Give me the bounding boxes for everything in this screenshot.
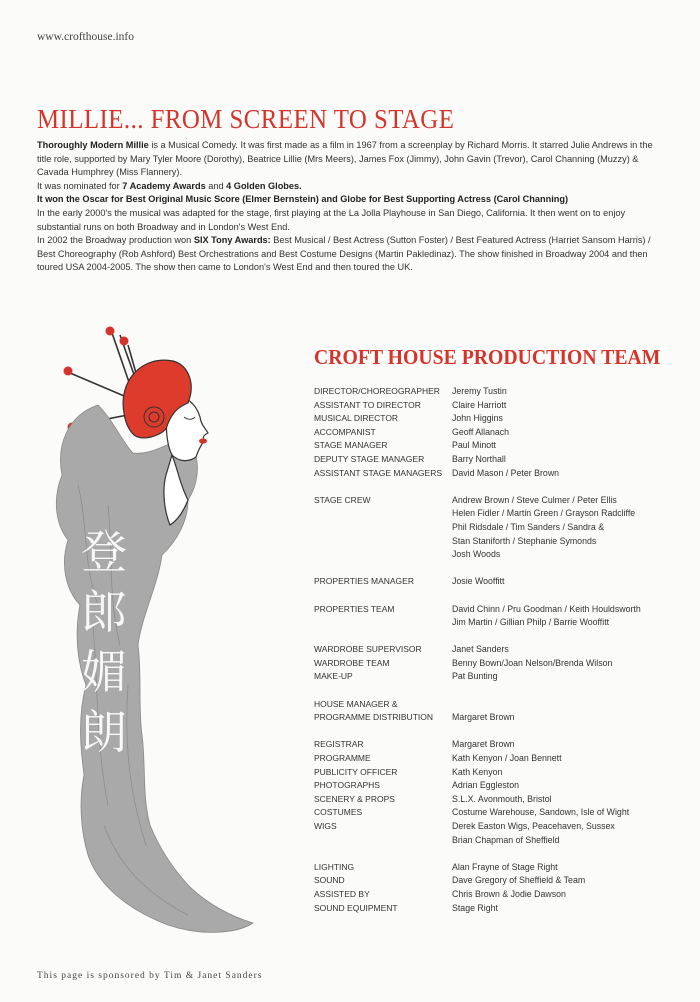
team-names: Stage Right	[452, 902, 498, 913]
team-names: Phil Ridsdale / Tim Sanders / Sandra &	[452, 521, 605, 532]
team-names: Derek Easton Wigs, Peacehaven, Sussex	[452, 821, 615, 831]
team-role: COSTUMES	[314, 807, 363, 818]
team-role: PROGRAMME DISTRIBUTION	[314, 712, 434, 723]
team-names: John Higgins	[452, 413, 503, 424]
team-role	[314, 535, 452, 549]
team-names: Barry Northall	[452, 453, 506, 464]
intro-p2-mid: and	[205, 180, 227, 191]
team-row	[314, 643, 684, 657]
team-role: DEPUTY STAGE MANAGER	[314, 453, 425, 464]
team-role: WARDROBE TEAM	[314, 657, 390, 668]
team-role: LIGHTING	[314, 861, 355, 872]
team-row	[314, 548, 684, 562]
team-role	[314, 507, 452, 521]
lips	[199, 438, 207, 443]
team-names: David Chinn / Pru Goodman / Keith Houldsworth	[452, 603, 641, 614]
team-names: Pat Bunting	[452, 671, 498, 682]
team-row	[314, 888, 684, 902]
char-2: 郎	[81, 585, 127, 639]
team-role: ASSISTANT TO DIRECTOR	[314, 399, 421, 410]
team-names: Kath Kenyon	[452, 766, 503, 777]
intro-paragraph-1	[37, 139, 665, 180]
team-group	[314, 643, 684, 684]
team-role: ASSISTANT STAGE MANAGERS	[314, 467, 442, 478]
sponsor-note: This page is sponsored by Tim & Janet Sanders	[37, 971, 263, 981]
char-4: 朗	[81, 705, 127, 759]
site-url: www.crofthouse.info	[37, 31, 134, 43]
team-names: Andrew Brown / Steve Culmer / Peter Ellis	[452, 494, 617, 505]
intro-p2-pre: It was nominated for	[37, 180, 123, 191]
team-role: PHOTOGRAPHS	[314, 780, 380, 791]
team-names: Dave Gregory of Sheffield & Team	[452, 875, 586, 886]
team-group	[314, 861, 684, 915]
team-row	[314, 738, 684, 752]
team-role: SOUND EQUIPMENT	[314, 902, 398, 913]
team-role: PUBLICITY OFFICER	[314, 766, 398, 777]
team-role: MAKE-UP	[314, 671, 353, 682]
team-group	[314, 385, 684, 480]
intro-paragraph-5	[37, 234, 665, 275]
team-row	[314, 575, 684, 589]
team-group	[314, 603, 684, 630]
intro-paragraph-4: In the early 2000's the musical was adapted for the stage, first playing at the La Jolla Playhouse in San Diego, California. It then went on to enjoy substantial runs on both Broadway and in London's West End.	[37, 207, 626, 232]
production-team-list	[314, 385, 684, 929]
team-names: Margaret Brown	[452, 712, 515, 723]
team-role: MUSICAL DIRECTOR	[314, 413, 399, 424]
team-role: PROPERTIES TEAM	[314, 603, 395, 614]
team-names: Chris Brown & Jodie Dawson	[452, 888, 566, 899]
team-row	[314, 603, 684, 617]
team-row	[314, 752, 684, 766]
team-title: CROFT HOUSE PRODUCTION TEAM	[314, 345, 661, 370]
team-row	[314, 657, 684, 671]
team-names: S.L.X. Avonmouth, Bristol	[452, 793, 552, 804]
team-role: STAGE CREW	[314, 494, 371, 505]
intro-paragraph-3	[37, 193, 665, 207]
team-names: Janet Sanders	[452, 644, 509, 655]
oscar-text: It won the Oscar for Best Original Music Score (Elmer Bernstein) and Globe for Best Supporting Actress (Carol Channing)	[37, 194, 569, 205]
team-names	[452, 698, 684, 712]
illustration-characters	[74, 522, 134, 762]
team-names: Josie Wooffitt	[452, 576, 505, 587]
team-row	[314, 861, 684, 875]
team-row	[314, 820, 684, 834]
team-row	[314, 507, 684, 521]
team-row	[314, 412, 684, 426]
team-names: Costume Warehouse, Sandown, Isle of Wight	[452, 807, 630, 818]
team-row	[314, 467, 684, 481]
team-row	[314, 385, 684, 399]
millie-illustration	[38, 325, 268, 955]
team-row	[314, 834, 684, 848]
team-role	[314, 521, 452, 535]
team-names: David Mason / Peter Brown	[452, 467, 560, 478]
team-row	[314, 535, 684, 549]
team-names: Jim Martin / Gillian Philp / Barrie Wooffitt	[452, 617, 610, 628]
intro-p5-pre: In 2002 the Broadway production won	[37, 235, 194, 246]
intro-paragraph-2	[37, 180, 665, 194]
team-row	[314, 670, 684, 684]
golden-globes: 4 Golden Globes.	[226, 180, 302, 191]
team-role: REGISTRAR	[314, 739, 364, 750]
team-group	[314, 494, 684, 562]
team-role	[314, 834, 452, 848]
team-names: Margaret Brown	[452, 739, 515, 750]
team-names: Jeremy Tustin	[452, 386, 507, 396]
team-role	[314, 548, 452, 562]
team-row	[314, 902, 684, 916]
team-row	[314, 711, 684, 725]
team-names: Claire Harriott	[452, 399, 507, 410]
team-names: Benny Bown/Joan Nelson/Brenda Wilson	[452, 657, 613, 668]
team-group	[314, 698, 684, 725]
team-group	[314, 738, 684, 847]
team-role: SCENERY & PROPS	[314, 793, 395, 804]
team-group	[314, 575, 684, 589]
academy-awards: 7 Academy Awards	[122, 180, 206, 191]
team-role: ACCOMPANIST	[314, 426, 376, 437]
team-names: Helen Fidler / Martin Green / Grayson Radcliffe	[452, 508, 636, 519]
team-names: Kath Kenyon / Joan Bennett	[452, 753, 562, 764]
team-row	[314, 426, 684, 440]
char-3: 媚	[81, 645, 127, 699]
team-row	[314, 698, 684, 712]
team-role: WIGS	[314, 821, 337, 831]
intro-p1-text: is a Musical Comedy. It was first made as a film in 1967 from a screenplay by Richard Morris. It starred Julie Andrews in the title role, supported by Mary Tyler Moore (Dorothy), Beatrice Lillie (Mrs Meers), James Fox (Jimmy), John Gavin (Trevor), Carol Channing (Muzzy) & Cavada Humphrey (Miss Flannery).	[37, 140, 653, 178]
intro-text	[37, 139, 665, 275]
tony-awards: SIX Tony Awards:	[193, 235, 271, 246]
page-title: MILLIE... FROM SCREEN TO STAGE	[37, 104, 455, 135]
team-role: DIRECTOR/CHOREOGRAPHER	[314, 386, 440, 396]
intro-p5-rest: Best Musical / Best Actress (Sutton Foster) / Best Featured Actress (Harriet Sansom Harris) / Best Choreography (Rob Ashford) Best Orchestrations and Best Costume Designs (Martin Pakledinaz). The show finished in Broadway 2004 and then toured USA 2004-2005. The show then came to London's West End and then toured the UK.	[37, 235, 651, 273]
team-role: STAGE MANAGER	[314, 440, 388, 451]
team-row	[314, 494, 684, 508]
team-role: SOUND	[314, 875, 345, 886]
char-1: 登	[81, 525, 127, 579]
team-role: ASSISTED BY	[314, 888, 370, 899]
team-row	[314, 399, 684, 413]
team-role	[314, 616, 452, 630]
team-names: Adrian Eggleston	[452, 780, 519, 791]
team-role: PROGRAMME	[314, 753, 371, 764]
team-role: WARDROBE SUPERVISOR	[314, 644, 422, 655]
team-names: Brian Chapman of Sheffield	[452, 834, 560, 845]
show-title: Thoroughly Modern Millie	[37, 140, 149, 150]
team-row	[314, 453, 684, 467]
team-row	[314, 521, 684, 535]
team-role: PROPERTIES MANAGER	[314, 576, 414, 587]
team-row	[314, 616, 684, 630]
team-row	[314, 806, 684, 820]
team-names: Josh Woods	[452, 549, 501, 560]
team-row	[314, 766, 684, 780]
team-names: Paul Minott	[452, 440, 497, 451]
team-names: Stan Staniforth / Stephanie Symonds	[452, 535, 597, 546]
team-row	[314, 439, 684, 453]
team-row	[314, 874, 684, 888]
team-role: HOUSE MANAGER &	[314, 698, 398, 709]
team-names: Geoff Allanach	[452, 426, 510, 437]
team-row	[314, 779, 684, 793]
team-names: Alan Frayne of Stage Right	[452, 861, 558, 872]
team-row	[314, 793, 684, 807]
